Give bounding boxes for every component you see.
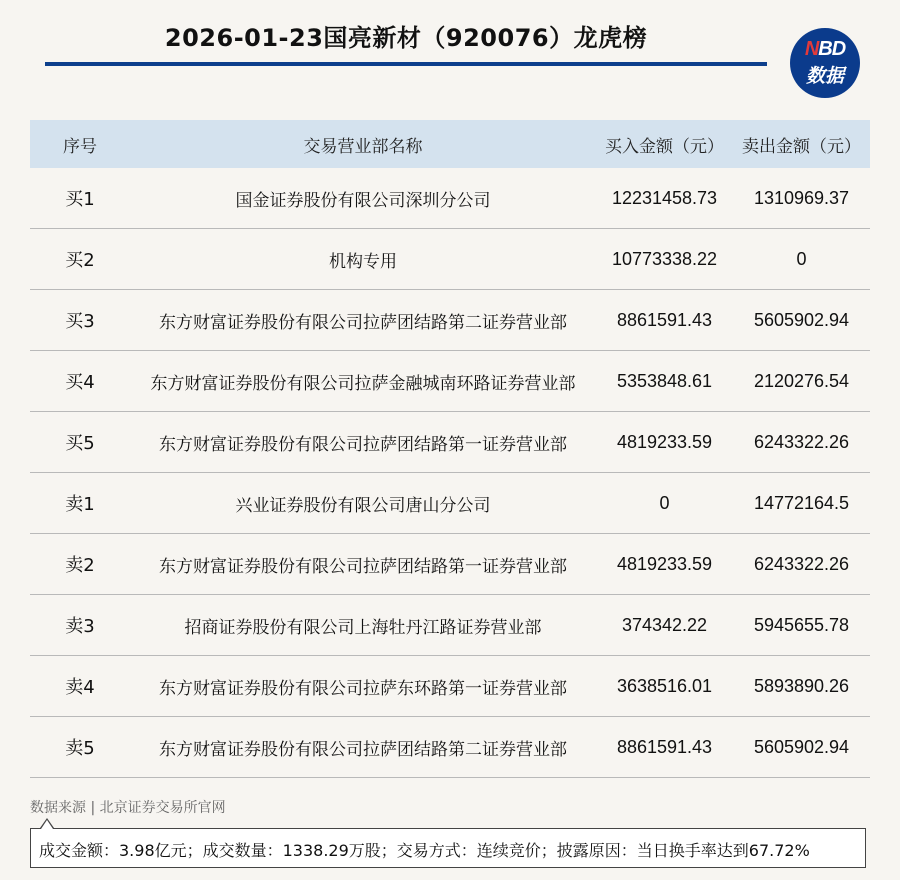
logo-top-text: NBD: [804, 38, 846, 60]
row-branch-name: 机构专用: [130, 229, 596, 290]
logo-top-rest: BD: [818, 38, 846, 60]
row-branch-name: 东方财富证券股份有限公司拉萨金融城南环路证券营业部: [130, 351, 596, 412]
trade-summary-box: [30, 828, 866, 868]
row-seq: 卖2: [30, 534, 130, 595]
nbd-logo: [790, 28, 860, 98]
row-branch-name: 东方财富证券股份有限公司拉萨团结路第一证券营业部: [130, 412, 596, 473]
table-row: [30, 473, 870, 534]
row-buy-amount: 12231458.73: [596, 168, 733, 229]
table-row: [30, 717, 870, 778]
table-row: [30, 290, 870, 351]
row-sell-amount: 6243322.26: [733, 412, 870, 473]
trade-summary-text: 成交金额：3.98亿元；成交数量：1338.29万股；交易方式：连续竞价；披露原因：当日换手率达到67.72%: [39, 841, 810, 860]
row-sell-amount: 0: [733, 229, 870, 290]
row-sell-amount: 5605902.94: [733, 290, 870, 351]
row-seq: 买4: [30, 351, 130, 412]
row-seq: 卖4: [30, 656, 130, 717]
row-seq: 卖1: [30, 473, 130, 534]
row-buy-amount: 374342.22: [596, 595, 733, 656]
row-sell-amount: 2120276.54: [733, 351, 870, 412]
table-row: [30, 412, 870, 473]
row-buy-amount: 10773338.22: [596, 229, 733, 290]
row-seq: 买2: [30, 229, 130, 290]
column-header-name: 交易营业部名称: [130, 120, 596, 168]
row-buy-amount: 4819233.59: [596, 412, 733, 473]
table-row: [30, 595, 870, 656]
row-buy-amount: 8861591.43: [596, 717, 733, 778]
column-header-seq: 序号: [30, 120, 130, 168]
row-sell-amount: 1310969.37: [733, 168, 870, 229]
row-seq: 买5: [30, 412, 130, 473]
row-branch-name: 招商证券股份有限公司上海牡丹江路证券营业部: [130, 595, 596, 656]
data-source: 数据来源 | 北京证券交易所官网: [30, 800, 226, 816]
row-branch-name: 东方财富证券股份有限公司拉萨东环路第一证券营业部: [130, 656, 596, 717]
logo-bottom-text: 数据: [805, 66, 844, 87]
table-row: [30, 229, 870, 290]
row-seq: 卖3: [30, 595, 130, 656]
table-row: [30, 351, 870, 412]
row-seq: 卖5: [30, 717, 130, 778]
row-sell-amount: 14772164.5: [733, 473, 870, 534]
page-title: 2026-01-23国亮新材（920076）龙虎榜: [164, 24, 648, 52]
table-row: [30, 534, 870, 595]
table-header-row: [30, 120, 870, 168]
row-buy-amount: 8861591.43: [596, 290, 733, 351]
row-sell-amount: 5605902.94: [733, 717, 870, 778]
table-row: [30, 168, 870, 229]
row-buy-amount: 4819233.59: [596, 534, 733, 595]
dragon-tiger-table: [30, 120, 870, 778]
column-header-sell: 卖出金额（元）: [733, 120, 870, 168]
column-header-buy: 买入金额（元）: [596, 120, 733, 168]
title-underline: [45, 62, 767, 66]
row-branch-name: 兴业证券股份有限公司唐山分公司: [130, 473, 596, 534]
note-pointer-inner: [41, 820, 53, 829]
row-buy-amount: 3638516.01: [596, 656, 733, 717]
table-row: [30, 656, 870, 717]
row-branch-name: 东方财富证券股份有限公司拉萨团结路第二证券营业部: [130, 717, 596, 778]
row-branch-name: 东方财富证券股份有限公司拉萨团结路第一证券营业部: [130, 534, 596, 595]
row-sell-amount: 6243322.26: [733, 534, 870, 595]
row-branch-name: 国金证券股份有限公司深圳分公司: [130, 168, 596, 229]
row-seq: 买3: [30, 290, 130, 351]
row-buy-amount: 0: [596, 473, 733, 534]
row-sell-amount: 5945655.78: [733, 595, 870, 656]
row-seq: 买1: [30, 168, 130, 229]
row-branch-name: 东方财富证券股份有限公司拉萨团结路第二证券营业部: [130, 290, 596, 351]
row-sell-amount: 5893890.26: [733, 656, 870, 717]
row-buy-amount: 5353848.61: [596, 351, 733, 412]
